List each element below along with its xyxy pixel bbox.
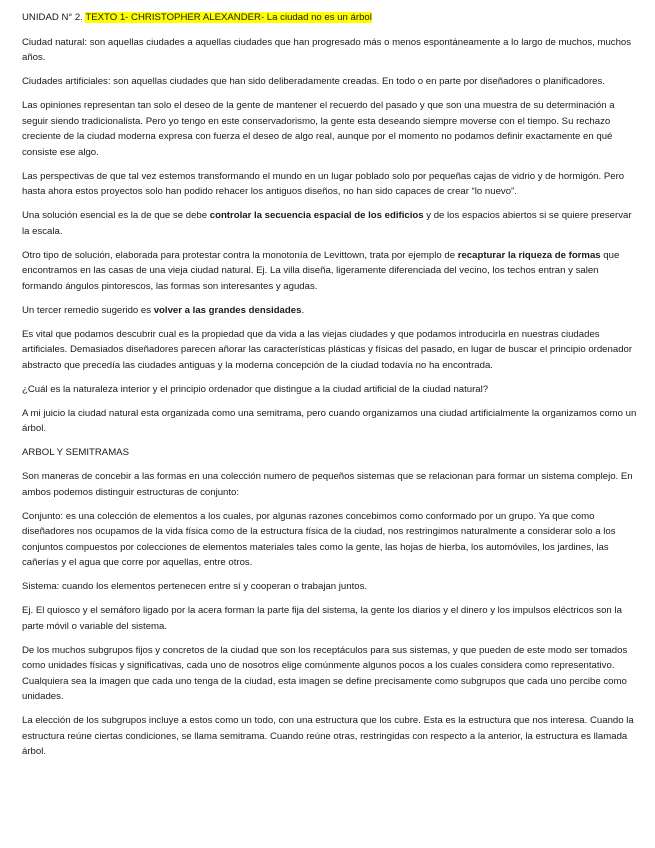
bold-phrase: controlar la secuencia espacial de los edificios bbox=[209, 210, 424, 221]
bold-phrase: volver a las grandes densidades bbox=[153, 304, 302, 316]
paragraph-natural-city: Ciudad natural: son aquellas ciudades a aquellas ciudades que han progresado más o menos espontáneamente a lo largo de muchos, muchos años. bbox=[22, 36, 632, 63]
paragraph-artificial-city: Ciudades artificiales: son aquellas ciudades que han sido deliberadamente creadas. En todo o en parte por diseñadores o planificadores. bbox=[22, 76, 605, 87]
bold-phrase: recapturar la riqueza de formas bbox=[457, 249, 601, 261]
paragraph-question: ¿Cuál es la naturaleza interior y el principio ordenador que distingue a la ciudad artificial de la ciudad natural? bbox=[22, 383, 489, 395]
paragraph-example: Ej. El quiosco y el semáforo ligado por la acera forman la parte fija del sistema, la gente los diarios y el dinero y los impulsos eléctricos son la parte móvil o variable del sistema. bbox=[22, 605, 622, 632]
paragraph-system: Sistema: cuando los elementos pertenecen entre sí y cooperan o trabajan juntos. bbox=[22, 581, 368, 592]
paragraph-solution-1: Una solución esencial es la de que se debe controlar la secuencia espacial de los edificios y de los espacios abiertos si se quiere preservar la escala. bbox=[22, 210, 632, 237]
paragraph-solution-2: Otro tipo de solución, elaborada para protestar contra la monotonía de Levittown, trata por ejemplo de recapturar la riqueza de formas que encontramos en las casas de una vieja ciudad natural. Ej. La villa diseña, ligeramente diferenciada del vecino, los techos entran y salen formando ángulos pintorescos, las formas son interesantes y agudas. bbox=[22, 249, 620, 292]
paragraph-vital-property: Es vital que podamos descubrir cual es la propiedad que da vida a las viejas ciudades y que podamos introducirla en nuestras ciudades artificiales. Demasiados diseñadores parecen añorar las características plásticas y físicas del pasado, en lugar de buscar el principio ordenador abstracto que precedía las ciudades antiguas y la moderna concepción de la ciudad todavía no ha encontrada. bbox=[22, 328, 633, 371]
paragraph-subgroups: De los muchos subgrupos fijos y concretos de la ciudad que son los receptáculos para sus sistemas, y que pueden de este modo ser tomados como unidades físicas y significativas, cada uno de nosotros elige comúnmente algunos pocos a los cuales considera como representativo. Cualquiera sea la imagen que cada uno tenga de la ciudad, esta imagen se define precisamente como subgrupos que cada uno percibe como unidades. bbox=[22, 644, 628, 702]
section-heading: ARBOL Y SEMITRAMAS bbox=[22, 447, 129, 458]
paragraph-solution-3: Un tercer remedio sugerido es volver a las grandes densidades. bbox=[22, 304, 305, 316]
paragraph-opinions: Las opiniones representan tan solo el deseo de la gente de mantener el recuerdo del pasado y que son una muestra de su determinación a seguir siendo tradicionalista. Pero yo tengo en este conservadorismo, la gente esta deseando siempre moverse con el tiempo. Su rechazo creciente de la ciudad moderna expresa con fuerza el deseo de algo real, aunque por el momento no podamos definir exactamente en qué consiste ese algo. bbox=[22, 100, 615, 158]
paragraph-structure: La elección de los subgrupos incluye a estos como un todo, con una estructura que los cubre. Esta es la estructura que nos interesa. Cuando la estructura reúne ciertas condiciones, se llama semitrama. Cuando reúne otras, restringidas con respecto a la anterior, la estructura es llamada árbol. bbox=[22, 715, 634, 757]
paragraph-ways: Son maneras de concebir a las formas en una colección numero de pequeños sistemas que se relacionan para formar un sistema complejo. En ambos podemos distinguir estructuras de conjunto: bbox=[22, 471, 633, 498]
highlighted-title: TEXTO 1- CHRISTOPHER ALEXANDER- La ciudad no es un árbol bbox=[85, 12, 372, 23]
paragraph-opinion: A mi juicio la ciudad natural esta organizada como una semitrama, pero cuando organizamos una ciudad artificialmente la organizamos como un árbol. bbox=[22, 407, 637, 434]
unit-label: UNIDAD N° 2. bbox=[22, 12, 83, 23]
paragraph-set: Conjunto: es una colección de elementos a los cuales, por algunas razones concebimos como conformado por un grupo. Ya que como diseñadores nos ocupamos de la vida física como de la estructura física de la ciudad, nos restringimos naturalmente a considerar solo a los conjuntos compuestos por colecciones de elementos materiales tales como la gente, las hojas de hierba, los automóviles, los jardines, las cañerías y el agua que corre por aquellas, entre otros. bbox=[22, 510, 616, 568]
paragraph-perspectives: Las perspectivas de que tal vez estemos transformando el mundo en un lugar poblado solo por pequeñas cajas de vidrio y de hormigón. Pero hasta ahora estos proyectos solo han podido rehacer los antiguos diseños, no han sido capaces de crear “lo nuevo”. bbox=[22, 170, 625, 197]
page-title bbox=[22, 10, 637, 26]
